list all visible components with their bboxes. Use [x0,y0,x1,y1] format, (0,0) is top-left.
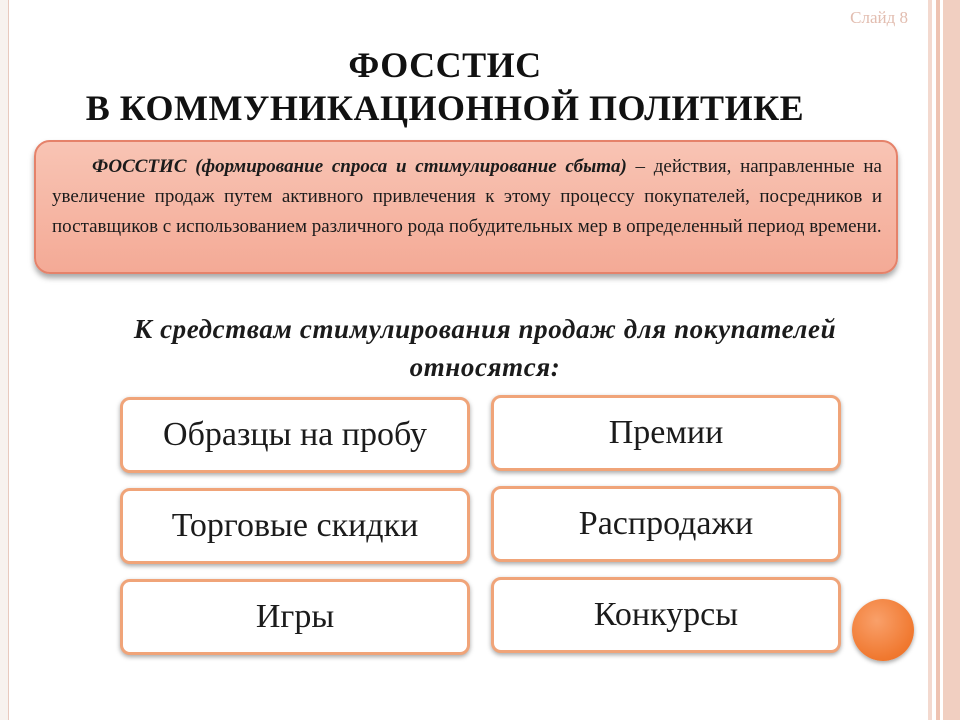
item-card-samples [120,397,470,473]
item-label: Образцы на пробу [163,416,427,453]
item-label: Премии [608,414,724,451]
definition-box [34,140,898,274]
decorative-side-stripes [928,0,960,720]
decorative-orange-circle [852,599,914,661]
item-card-premiums [491,395,841,471]
item-card-sales [491,486,841,562]
title-line-2: В КОММУНИКАЦИОННОЙ ПОЛИТИКЕ [85,88,805,128]
list-subheading: К средствам стимулирования продаж для покупателей относятся: [133,314,837,382]
item-card-contests [491,577,841,653]
title-line-1: ФОССТИС [348,45,542,85]
item-card-discounts [120,488,470,564]
definition-text: – действия, направленные на увеличение продаж путем активного привлечения к этому процессу покупателей, посредников и поставщиков с использованием различного рода побудительных мер в определенный период времени. [52,156,882,237]
item-label: Игры [255,598,335,635]
slide-number: Слайд 8 [850,8,908,27]
item-label: Торговые скидки [171,507,419,544]
slide-title [0,44,890,130]
definition-term: ФОССТИС (формирование спроса и стимулирование сбыта) [92,156,627,177]
item-card-games [120,579,470,655]
item-label: Конкурсы [593,596,739,633]
item-label: Распродажи [578,505,754,542]
